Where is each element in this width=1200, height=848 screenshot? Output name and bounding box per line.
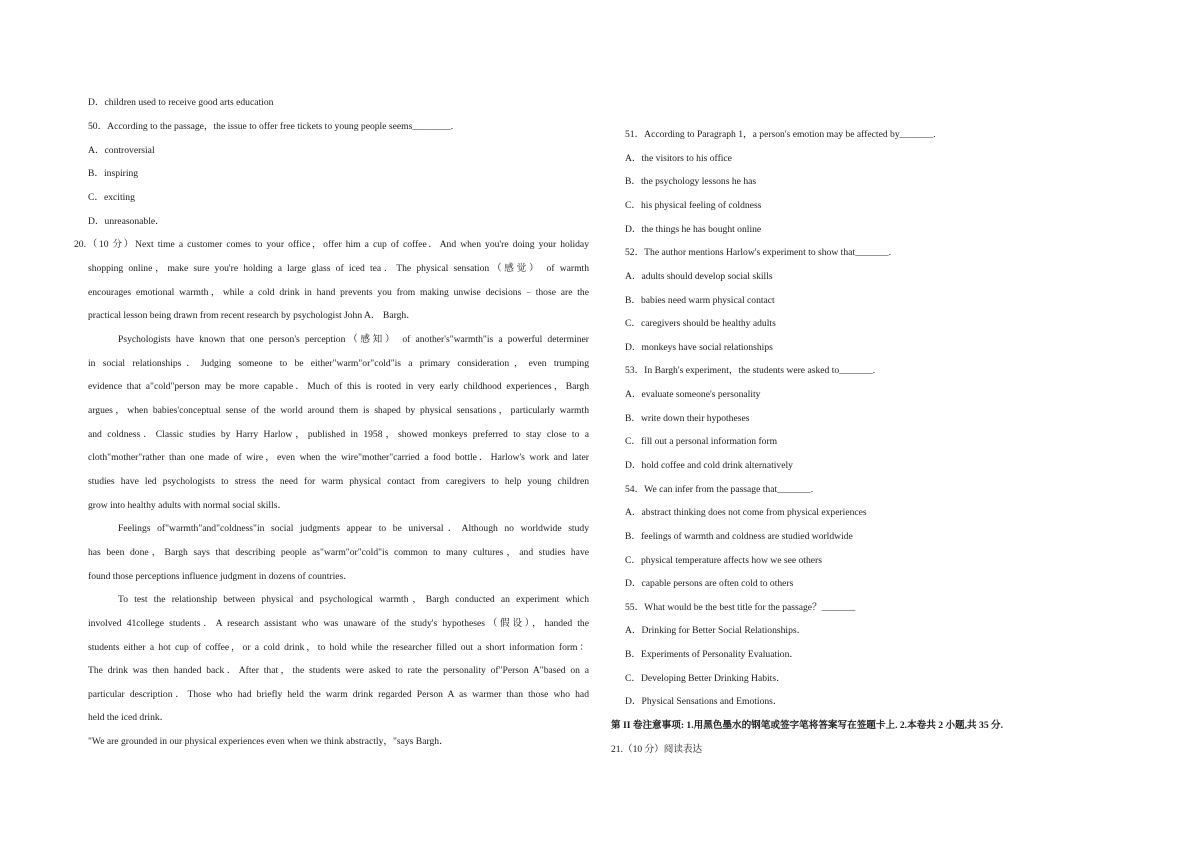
section-ii-note: 第 II 卷注意事项: 1.用黑色墨水的钢笔或签字笔将答案写在签题卡上. 2.本卷共 2 小题,共 35 分. — [611, 720, 1004, 731]
q54-stem: 54．We can infer from the passage that_______. — [625, 484, 814, 495]
q52-option-c: C．caregivers should be healthy adults — [625, 318, 776, 329]
q21-heading: 21.（10 分）阅读表达 — [611, 744, 703, 755]
q52-option-b: B．babies need warm physical contact — [625, 295, 775, 306]
q50-option-b: B．inspiring — [88, 168, 139, 179]
passage-p2-line: studies have led psychologists to stress the need for warm physical contact from caregivers to help young children — [88, 476, 589, 487]
q50-stem: 50．According to the passage，the issue to offer free tickets to young people seems________. — [88, 121, 454, 132]
passage-p1-line: 20.（10 分）Next time a customer comes to your office，offer him a cup of coffee．And when you're doing your holiday — [74, 239, 589, 250]
q51-stem: 51．According to Paragraph 1，a person's emotion may be affected by_______. — [625, 129, 936, 140]
q51-option-c: C．his physical feeling of coldness — [625, 200, 762, 211]
q53-option-b: B．write down their hypotheses — [625, 413, 750, 424]
q55-option-d: D．Physical Sensations and Emotions． — [625, 696, 783, 707]
passage-p1-line: encourages emotional warmth，while a cold drink in hand prevents you from making unwise decisions﹣those are the — [88, 287, 589, 298]
q50-option-a: A．controversial — [88, 145, 155, 156]
passage-p4-line: involved 41college students．A research assistant who was unaware of the study's hypotheses（假设），handed the — [88, 618, 589, 629]
q53-option-c: C．fill out a personal information form — [625, 436, 778, 447]
passage-p4-line: held the iced drink． — [88, 712, 170, 723]
passage-p1-line: shopping online，make sure you're holding a large glass of iced tea．The physical sensation（感觉） of warmth — [88, 263, 589, 274]
passage-quote: "We are grounded in our physical experiences even when we think abstractly，"says Bargh． — [88, 736, 449, 747]
q55-option-b: B．Experiments of Personality Evaluation． — [625, 649, 799, 660]
q54-option-d: D．capable persons are often cold to others — [625, 578, 794, 589]
passage-p4-line: The drink was then handed back．After that，the students were asked to rate the personality of"Person A"based on a — [88, 665, 589, 676]
q55-option-a: A．Drinking for Better Social Relationships． — [625, 625, 807, 636]
passage-p2-line: argues，when babies'conceptual sense of the world around them is shaped by physical sensations，particularly warmth — [88, 405, 589, 416]
q52-option-a: A．adults should develop social skills — [625, 271, 773, 282]
q53-stem: 53．In Bargh's experiment，the students were asked to_______. — [625, 365, 876, 376]
passage-p2-line: and coldness．Classic studies by Harry Harlow，published in 1958，showed monkeys preferred to stay close to a — [88, 429, 589, 440]
q54-option-c: C．physical temperature affects how we see others — [625, 555, 822, 566]
passage-p3-line: found those perceptions influence judgment in dozens of countries． — [88, 571, 353, 582]
q51-option-b: B．the psychology lessons he has — [625, 176, 757, 187]
passage-p3-line: Feelings of"warmth"and"coldness"in social judgments appear to be universal．Although no worldwide study — [118, 523, 589, 534]
passage-p2-line: cloth"mother"rather than one made of wire，even when the wire"mother"carried a food bottle．Harlow's work and later — [88, 452, 589, 463]
q50-option-c: C．exciting — [88, 192, 135, 203]
q55-stem: 55．What would be the best title for the passage？_______ — [625, 602, 856, 613]
q53-option-d: D．hold coffee and cold drink alternatively — [625, 460, 793, 471]
passage-p3-line: has been done，Bargh says that describing people as"warm"or"cold"is common to many cultures，and studies have — [88, 547, 589, 558]
passage-p2-line: grow into healthy adults with normal social skills． — [88, 500, 288, 511]
passage-p1-line: practical lesson being drawn from recent research by psychologist John A． Bargh． — [88, 310, 416, 321]
q55-option-c: C．Developing Better Drinking Habits． — [625, 673, 786, 684]
passage-p4-line: To test the relationship between physical and psychological warmth，Bargh conducted an experiment which — [118, 594, 589, 605]
passage-p2-line: evidence that a"cold"person may be more capable．Much of this is rooted in very early childhood experiences，Bargh — [88, 381, 589, 392]
q51-option-a: A．the visitors to his office — [625, 153, 732, 164]
passage-p2-line: in social relationships．Judging someone to be either"warm"or"cold"is a primary consideration，even trumping — [88, 358, 589, 369]
q51-option-d: D．the things he has bought online — [625, 224, 762, 235]
q52-stem: 52．The author mentions Harlow's experiment to show that_______. — [625, 247, 892, 258]
passage-p2-line: Psychologists have known that one person's perception（感知） of another's"warmth"is a powerful determiner — [118, 334, 589, 345]
q52-option-d: D．monkeys have social relationships — [625, 342, 773, 353]
passage-p4-line: students either a hot cup of coffee，or a cold drink，to hold while the researcher filled out a short information form： — [88, 642, 589, 653]
passage-p4-line: particular description．Those who had briefly held the warm drink regarded Person A as warmer than those who had — [88, 689, 589, 700]
q53-option-a: A．evaluate someone's personality — [625, 389, 761, 400]
q49-option-d: D．children used to receive good arts education — [88, 97, 274, 108]
q50-option-d: D．unreasonable． — [88, 216, 165, 227]
q54-option-b: B．feelings of warmth and coldness are studied worldwide — [625, 531, 853, 542]
q54-option-a: A．abstract thinking does not come from physical experiences — [625, 507, 867, 518]
